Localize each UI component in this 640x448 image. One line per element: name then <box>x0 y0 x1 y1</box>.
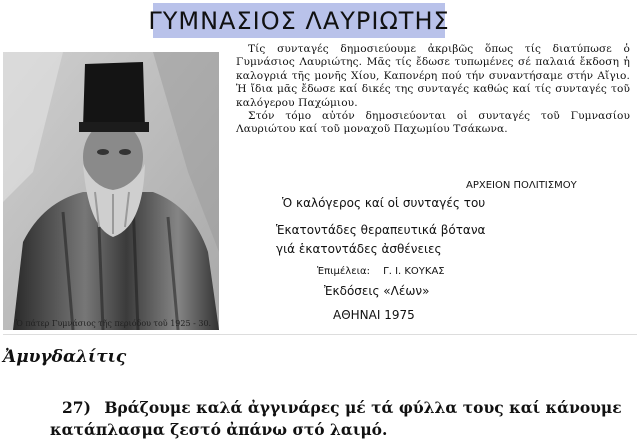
section-divider <box>3 334 637 335</box>
monk-portrait-image <box>3 52 219 330</box>
intro-paragraph-1: Τίς συνταγές δημοσιεύουμε ἀκριβῶς ὅπως τίς διατύπωσε ὁ Γυμνάσιος Λαυριώτης. Μᾶς τίς ἔδωσε τυπωμένες σέ παλαιά ἔκδοση ἡ καλογριά τῆς μονῆς Χίου, Καπονέρη πού τήν συναντήσαμε στήν Αἴγιο. Ἡ ἴδια μᾶς ἔδωσε καί δικές της συνταγές καθώς καί τίς συνταγές τοῦ καλόγερου Παχώμιου. <box>236 43 630 109</box>
title-banner <box>148 3 450 38</box>
page-title: ΓΥΜΝΑΣΙΟΣ ΛΑΥΡΙΩΤΗΣ <box>148 6 450 35</box>
archive-label: ΑΡΧΕΙΟΝ ΠΟΛΙΤΙΣΜΟΥ <box>466 180 577 191</box>
photo-caption: Ὁ πάτερ Γυμνάσιος τῆς περιόδου τοῦ 1925 - 30. <box>16 319 212 328</box>
book-title-line-2: Ἑκατοντάδες θεραπευτικά βότανα <box>276 223 486 237</box>
recipe-entry <box>50 397 637 441</box>
intro-paragraph-2: Στόν τόμο αὐτόν δημοσιεύονται οἱ συνταγές τοῦ Γυμνασίου Λαυριώτου καί τοῦ μοναχοῦ Παχωμίου Τσάκωνα. <box>236 110 630 136</box>
book-title-line-3: γιά ἑκατοντάδες ἀσθένειες <box>276 242 442 256</box>
monk-portrait-photo <box>3 52 219 330</box>
book-publisher: Ἐκδόσεις «Λέων» <box>324 284 430 298</box>
intro-text <box>236 43 630 137</box>
entry-heading: Ἀμυγδαλίτις <box>3 347 127 367</box>
recipe-text-line-2: κατάπλασμα ζεστό ἀπάνω στό λαιμό. <box>50 420 388 439</box>
book-title-line-1: Ὁ καλόγερος καί οἱ συνταγές του <box>282 196 486 210</box>
recipe-number: 27) <box>62 398 91 417</box>
book-editor <box>317 266 445 277</box>
recipe-text-line-1: Βράζουμε καλά ἀγγινάρες μέ τά φύλλα τους καί κάνουμε <box>104 398 622 417</box>
book-place-year: ΑΘΗΝΑΙ 1975 <box>333 308 415 322</box>
editor-name: Γ. Ι. ΚΟΥΚΑΣ <box>383 266 445 277</box>
editor-label: Ἐπιμέλεια: <box>317 266 370 277</box>
